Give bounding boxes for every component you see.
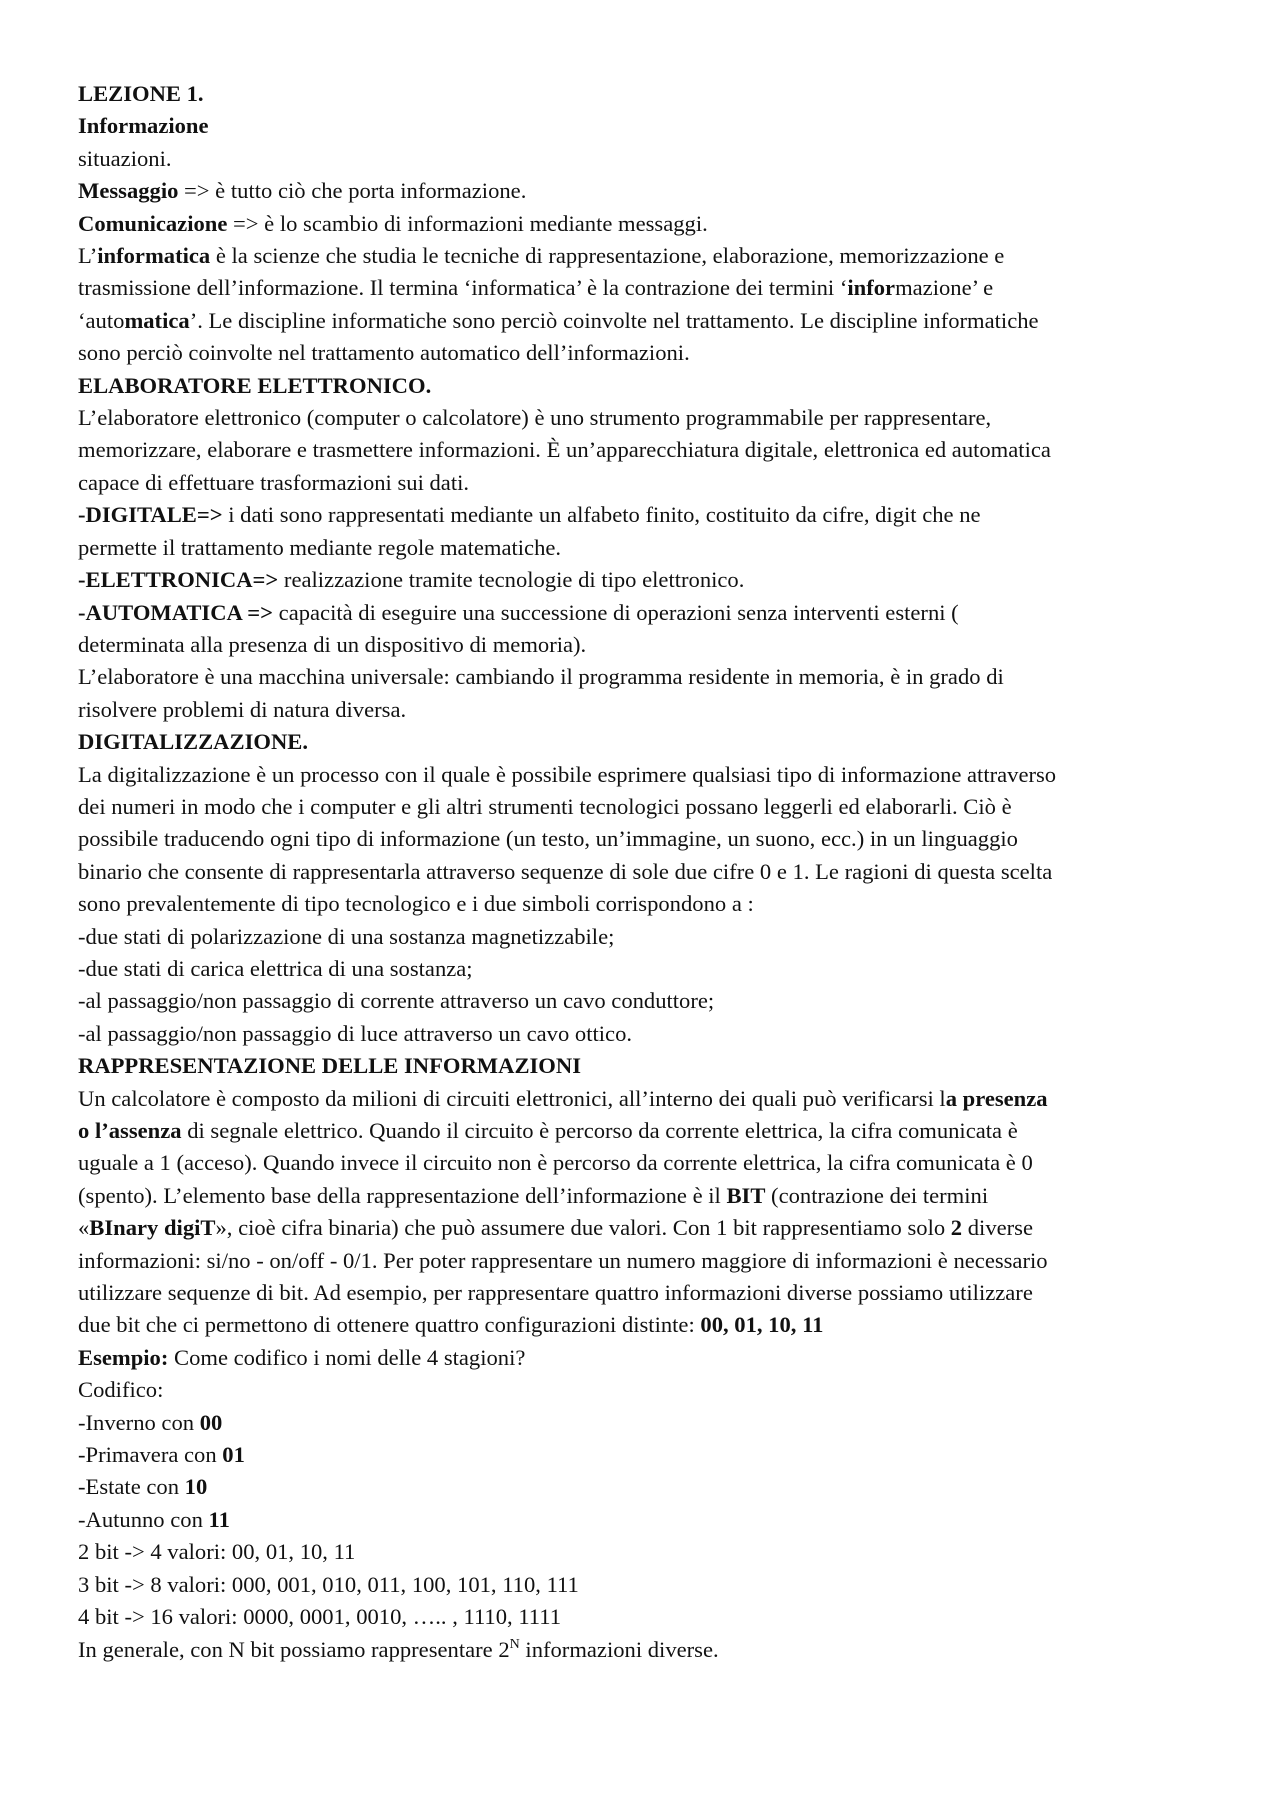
universale-line-1: L’elaboratore è una macchina universale: cambiando il programma residente in memoria, è in grado di [78, 664, 1004, 690]
rappresentazione-line-7: utilizzare sequenze di bit. Ad esempio, per rappresentare quattro informazioni diverse possiamo utilizzare [78, 1280, 1033, 1306]
digitale-line-1: -DIGITALE=> i dati sono rappresentati mediante un alfabeto finito, costituito da cifre, digit che ne [78, 502, 981, 528]
elaboratore-line-2: memorizzare, elaborare e trasmettere informazioni. È un’apparecchiatura digitale, elettronica ed automatica [78, 437, 1051, 463]
digitalizzazione-line-1: La digitalizzazione è un processo con il quale è possibile esprimere qualsiasi tipo di informazione attraverso [78, 761, 1057, 787]
rappresentazione-line-4: (spento). L’elemento base della rappresentazione dell’informazione è il BIT (contrazione dei termini [78, 1182, 989, 1208]
heading-rappresentazione: RAPPRESENTAZIONE DELLE INFORMAZIONI [78, 1053, 581, 1079]
automatica-line-2: determinata alla presenza di un dispositivo di memoria). [78, 631, 587, 657]
rappresentazione-line-8: due bit che ci permettono di ottenere quattro configurazioni distinte: 00, 01, 10, 11 [78, 1312, 824, 1338]
informatica-line-1: L’informatica è la scienze che studia le tecniche di rappresentazione, elaborazione, memorizzazione e [78, 243, 1005, 269]
digitalizzazione-line-2: dei numeri in modo che i computer e gli altri strumenti tecnologici possano leggerli ed elaborarli. Ciò è [78, 793, 1012, 819]
list-item: -due stati di polarizzazione di una sostanza magnetizzabile; [78, 923, 615, 949]
heading-elaboratore: ELABORATORE ELETTRONICO. [78, 372, 432, 398]
exponent: N [509, 1636, 520, 1652]
season-item: -Inverno con 00 [78, 1409, 223, 1435]
generale-line: In generale, con N bit possiamo rappresentare $2^N$ informazioni diverse. [78, 1636, 719, 1662]
digitalizzazione-line-4: binario che consente di rappresentarla attraverso sequenze di sole due cifre 0 e 1. Le ragioni di questa scelta [78, 858, 1053, 884]
lesson-title: LEZIONE 1. [78, 81, 204, 106]
universale-line-2: risolvere problemi di natura diversa. [78, 696, 407, 722]
esempio-line: Esempio: Come codifico i nomi delle 4 stagioni? [78, 1344, 526, 1370]
definition-informazione: Informazione [78, 113, 209, 139]
season-item: -Primavera con 01 [78, 1442, 245, 1468]
informatica-line-2: trasmissione dell’informazione. Il termina ‘informatica’ è la contrazione dei termini ‘informazione’ e [78, 275, 994, 301]
digitale-line-2: permette il trattamento mediante regole matematiche. [78, 534, 562, 560]
list-item: -al passaggio/non passaggio di corrente attraverso un cavo conduttore; [78, 988, 715, 1014]
rappresentazione-line-5: «BInary digiT», cioè cifra binaria) che può assumere due valori. Con 1 bit rappresentiamo solo 2 diverse [78, 1215, 1033, 1241]
rappresentazione-line-6: informazioni: si/no - on/off - 0/1. Per poter rappresentare un numero maggiore di informazioni è necessario [78, 1247, 1048, 1273]
informatica-line-3: ‘automatica’. Le discipline informatiche sono perciò coinvolte nel trattamento. Le discipline informatiche [78, 307, 1039, 333]
elettronica-line: -ELETTRONICA=> realizzazione tramite tecnologie di tipo elettronico. [78, 567, 745, 593]
bits-4-line: 4 bit -> 16 valori: 0000, 0001, 0010, ….. , 1110, 1111 [78, 1604, 561, 1630]
rappresentazione-line-1: Un calcolatore è composto da milioni di circuiti elettronici, all’interno dei quali può verificarsi la presenza [78, 1085, 1048, 1111]
definition-comunicazione: Comunicazione => è lo scambio di informazioni mediante messaggi. [78, 210, 708, 236]
digitalizzazione-line-3: possibile traducendo ogni tipo di informazione (un testo, un’immagine, un suono, ecc.) in un linguaggio [78, 826, 1018, 852]
elaboratore-line-1: L’elaboratore elettronico (computer o calcolatore) è uno strumento programmabile per rappresentare, [78, 405, 992, 431]
digitalizzazione-line-5: sono prevalentemente di tipo tecnologico e i due simboli corrispondono a : [78, 891, 754, 917]
codifico-line: Codifico: [78, 1377, 164, 1403]
heading-digitalizzazione: DIGITALIZZAZIONE. [78, 729, 308, 755]
rappresentazione-line-3: uguale a 1 (acceso). Quando invece il circuito non è percorso da corrente elettrica, la cifra comunicata è 0 [78, 1150, 1033, 1176]
elaboratore-line-3: capace di effettuare trasformazioni sui dati. [78, 469, 470, 495]
rappresentazione-line-2: o l’assenza di segnale elettrico. Quando il circuito è percorso da corrente elettrica, la cifra comunicata è [78, 1118, 1018, 1143]
list-item: -al passaggio/non passaggio di luce attraverso un cavo ottico. [78, 1020, 633, 1046]
informatica-line-4: sono perciò coinvolte nel trattamento automatico dell’informazioni. [78, 340, 690, 366]
bits-3-line: 3 bit -> 8 valori: 000, 001, 010, 011, 100, 101, 110, 111 [78, 1571, 579, 1597]
bits-2-line: 2 bit -> 4 valori: 00, 01, 10, 11 [78, 1539, 356, 1565]
definition-messaggio: Messaggio => è tutto ciò che porta informazione. [78, 178, 527, 204]
definition-informazione-cont: situazioni. [78, 145, 172, 171]
list-item: -due stati di carica elettrica di una sostanza; [78, 955, 473, 981]
automatica-line-1: -AUTOMATICA => capacità di eseguire una successione di operazioni senza interventi esterni ( [78, 599, 959, 625]
season-item: -Autunno con 11 [78, 1506, 230, 1532]
season-item: -Estate con 10 [78, 1474, 208, 1500]
